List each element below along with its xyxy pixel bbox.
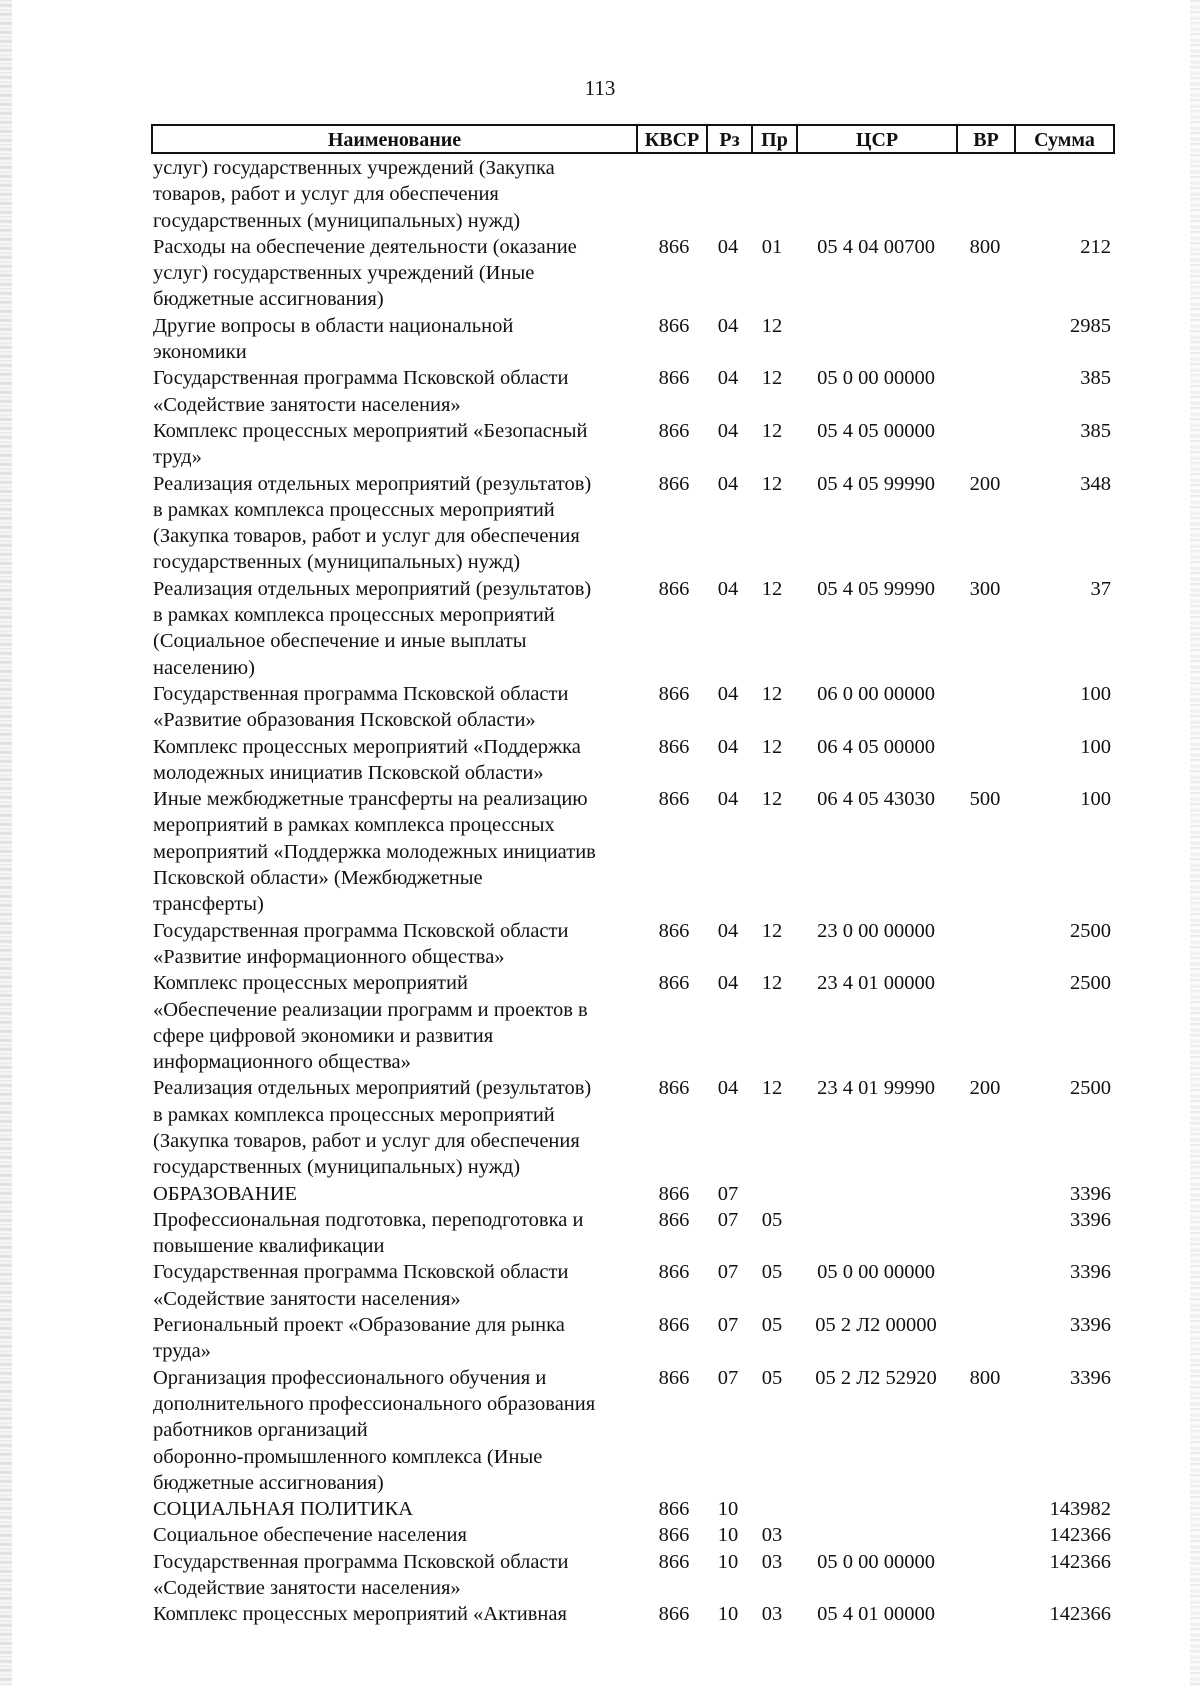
- cell-kvsr: 866: [658, 919, 690, 942]
- cell-name: услуг) государственных учреждений (Закупка товаров, работ и услуг для обеспечения государственных (муниципальных) нужд): [153, 157, 555, 232]
- cell-rz: 04: [717, 1077, 739, 1100]
- table-row: [151, 471, 1115, 576]
- cell-csr: 05 2 Л2 52920: [815, 1366, 937, 1389]
- table-row: [151, 313, 1115, 366]
- cell-pr: 12: [761, 367, 783, 390]
- cell-sum: 3396: [1070, 1261, 1111, 1284]
- cell-kvsr: 866: [658, 314, 690, 337]
- cell-sum: 2500: [1070, 1077, 1111, 1100]
- cell-name: Государственная программа Псковской области «Содействие занятости населения»: [153, 1261, 569, 1310]
- cell-rz: 04: [717, 472, 739, 495]
- table-row: [151, 1075, 1115, 1180]
- cell-name: ОБРАЗОВАНИЕ: [153, 1182, 298, 1205]
- cell-sum: 2500: [1070, 972, 1111, 995]
- cell-name: Реализация отдельных мероприятий (результатов) в рамках комплекса процессных мероприятий (Социальное обеспечение и иные выплаты населению): [153, 577, 592, 679]
- table-row: [151, 1496, 1115, 1522]
- table-body: [151, 155, 1115, 1628]
- cell-rz: 04: [717, 314, 739, 337]
- cell-name: Реализация отдельных мероприятий (результатов) в рамках комплекса процессных мероприятий (Закупка товаров, работ и услуг для обеспечения государственных (муниципальных) нужд): [153, 1077, 592, 1179]
- cell-sum: 100: [1080, 682, 1111, 705]
- table-row: [151, 234, 1115, 313]
- cell-pr: 05: [761, 1208, 783, 1231]
- header-csr: ЦСР: [796, 126, 956, 152]
- cell-sum: 100: [1080, 788, 1111, 811]
- table-row: [151, 1522, 1115, 1548]
- cell-name: Комплекс процессных мероприятий «Обеспечение реализации программ и проектов в сфере цифровой экономики и развития информационного общества»: [153, 972, 588, 1074]
- cell-csr: 06 4 05 00000: [817, 735, 935, 758]
- cell-rz: 04: [717, 367, 739, 390]
- cell-name: Иные межбюджетные трансферты на реализацию мероприятий в рамках комплекса процессных мероприятий «Поддержка молодежных инициатив Псковской области» (Межбюджетные трансферты): [153, 788, 596, 916]
- cell-name: Реализация отдельных мероприятий (результатов) в рамках комплекса процессных мероприятий (Закупка товаров, работ и услуг для обеспечения государственных (муниципальных) нужд): [153, 472, 592, 574]
- cell-csr: 06 0 00 00000: [817, 682, 935, 705]
- cell-csr: 05 4 05 00000: [817, 419, 935, 442]
- cell-vr: 200: [969, 1077, 1001, 1100]
- cell-kvsr: 866: [658, 1524, 690, 1547]
- cell-rz: 04: [717, 972, 739, 995]
- page-number: 113: [584, 76, 616, 100]
- cell-kvsr: 866: [658, 1498, 690, 1521]
- cell-rz: 07: [717, 1314, 739, 1337]
- cell-name: Государственная программа Псковской области «Содействие занятости населения»: [153, 367, 569, 416]
- cell-sum: 385: [1080, 419, 1111, 442]
- cell-kvsr: 866: [658, 367, 690, 390]
- cell-kvsr: 866: [658, 1261, 690, 1284]
- table-row: [151, 970, 1115, 1075]
- cell-csr: 05 0 00 00000: [817, 1261, 935, 1284]
- table-row: [151, 1207, 1115, 1260]
- scan-edge-right: [1190, 0, 1200, 1686]
- cell-rz: 10: [717, 1603, 739, 1626]
- cell-sum: 3396: [1070, 1314, 1111, 1337]
- cell-vr: 200: [969, 472, 1001, 495]
- cell-rz: 07: [717, 1208, 739, 1231]
- cell-name: Социальное обеспечение населения: [153, 1524, 467, 1547]
- cell-sum: 348: [1080, 472, 1111, 495]
- header-name: Наименование: [327, 129, 462, 151]
- cell-pr: 12: [761, 419, 783, 442]
- cell-kvsr: 866: [658, 419, 690, 442]
- cell-rz: 04: [717, 419, 739, 442]
- cell-pr: 03: [761, 1550, 783, 1573]
- table-row: [151, 1259, 1115, 1312]
- cell-rz: 10: [717, 1524, 739, 1547]
- cell-sum: 37: [1090, 577, 1111, 600]
- cell-kvsr: 866: [658, 1182, 690, 1205]
- table-row: [151, 1365, 1115, 1496]
- cell-kvsr: 866: [658, 577, 690, 600]
- cell-csr: 05 2 Л2 00000: [815, 1314, 937, 1337]
- header-rz: Рз: [706, 126, 751, 152]
- cell-name: Региональный проект «Образование для рынка труда»: [153, 1314, 565, 1363]
- cell-csr: 05 4 01 00000: [817, 1603, 935, 1626]
- header-pr: Пр: [751, 126, 796, 152]
- table-row: [151, 1181, 1115, 1207]
- cell-sum: 142366: [1049, 1603, 1111, 1626]
- cell-pr: 01: [761, 235, 783, 258]
- cell-vr: 500: [969, 788, 1001, 811]
- table-row: [151, 365, 1115, 418]
- cell-kvsr: 866: [658, 682, 690, 705]
- cell-name: Государственная программа Псковской области «Содействие занятости населения»: [153, 1550, 569, 1600]
- cell-kvsr: 866: [658, 1550, 690, 1573]
- cell-rz: 04: [717, 682, 739, 705]
- table-row: [151, 918, 1115, 971]
- cell-csr: 23 4 01 99990: [817, 1077, 935, 1100]
- cell-name: Государственная программа Псковской области «Развитие информационного общества»: [153, 919, 569, 968]
- cell-name: Комплекс процессных мероприятий «Безопасный труд»: [153, 419, 588, 469]
- cell-name: СОЦИАЛЬНАЯ ПОЛИТИКА: [153, 1498, 414, 1521]
- cell-name: Другие вопросы в области национальной экономики: [153, 314, 514, 364]
- table-row: [151, 1549, 1115, 1602]
- cell-pr: 05: [761, 1314, 783, 1337]
- cell-pr: 03: [761, 1603, 783, 1626]
- header-kvsr: КВСР: [636, 126, 706, 152]
- cell-name: Организация профессионального обучения и дополнительного профессионального образования работников организаций оборонно-промышленного комплекса (Иные бюджетные ассигнования): [153, 1366, 596, 1494]
- cell-rz: 07: [717, 1366, 739, 1389]
- cell-kvsr: 866: [658, 235, 690, 258]
- cell-csr: 05 4 04 00700: [817, 235, 935, 258]
- cell-sum: 142366: [1049, 1550, 1111, 1573]
- header-sum: Сумма: [1014, 126, 1113, 152]
- cell-sum: 212: [1080, 235, 1111, 258]
- cell-pr: 12: [761, 788, 783, 811]
- cell-rz: 07: [717, 1261, 739, 1284]
- cell-kvsr: 866: [658, 1603, 690, 1626]
- table-row: [151, 1601, 1115, 1627]
- cell-pr: 05: [761, 1366, 783, 1389]
- cell-vr: 300: [969, 577, 1001, 600]
- table-row: [151, 681, 1115, 734]
- cell-rz: 07: [717, 1182, 739, 1205]
- cell-name: Государственная программа Псковской области «Развитие образования Псковской области»: [153, 682, 569, 732]
- cell-sum: 3396: [1070, 1208, 1111, 1231]
- cell-csr: 05 4 05 99990: [817, 472, 935, 495]
- cell-csr: 05 0 00 00000: [817, 1550, 935, 1573]
- cell-csr: 23 4 01 00000: [817, 972, 935, 995]
- cell-kvsr: 866: [658, 972, 690, 995]
- header-vr: ВР: [956, 126, 1014, 152]
- cell-pr: 03: [761, 1524, 783, 1547]
- cell-name: Комплекс процессных мероприятий «Поддержка молодежных инициатив Псковской области»: [153, 735, 581, 784]
- cell-name: Профессиональная подготовка, переподготовка и повышение квалификации: [153, 1208, 584, 1258]
- table-row: [151, 734, 1115, 787]
- cell-sum: 2985: [1070, 314, 1111, 337]
- cell-rz: 10: [717, 1498, 739, 1521]
- table-row: [151, 155, 1115, 234]
- table-row: [151, 1312, 1115, 1365]
- cell-sum: 143982: [1049, 1498, 1111, 1521]
- table-header: [151, 124, 1115, 154]
- cell-kvsr: 866: [658, 788, 690, 811]
- cell-pr: 05: [761, 1261, 783, 1284]
- cell-sum: 385: [1080, 367, 1111, 390]
- cell-sum: 2500: [1070, 919, 1111, 942]
- cell-sum: 3396: [1070, 1182, 1111, 1205]
- cell-kvsr: 866: [658, 1314, 690, 1337]
- cell-sum: 100: [1080, 735, 1111, 758]
- cell-rz: 04: [717, 735, 739, 758]
- cell-name: Расходы на обеспечение деятельности (оказание услуг) государственных учреждений (Иные бюджетные ассигнования): [153, 235, 577, 311]
- cell-kvsr: 866: [658, 1366, 690, 1389]
- cell-rz: 04: [717, 919, 739, 942]
- cell-rz: 04: [717, 788, 739, 811]
- cell-name: Комплекс процессных мероприятий «Активная: [153, 1603, 567, 1626]
- cell-pr: 12: [761, 919, 783, 942]
- table-row: [151, 786, 1115, 917]
- table-row: [151, 576, 1115, 681]
- cell-csr: 23 0 00 00000: [817, 919, 935, 942]
- cell-pr: 12: [761, 577, 783, 600]
- cell-vr: 800: [969, 1366, 1001, 1389]
- cell-sum: 3396: [1070, 1366, 1111, 1389]
- cell-csr: 06 4 05 43030: [817, 788, 935, 811]
- cell-csr: 05 4 05 99990: [817, 577, 935, 600]
- cell-pr: 12: [761, 972, 783, 995]
- cell-kvsr: 866: [658, 472, 690, 495]
- cell-pr: 12: [761, 735, 783, 758]
- cell-pr: 12: [761, 472, 783, 495]
- cell-sum: 142366: [1049, 1524, 1111, 1547]
- scan-edge-left: [0, 0, 12, 1686]
- cell-rz: 04: [717, 577, 739, 600]
- cell-csr: 05 0 00 00000: [817, 367, 935, 390]
- cell-kvsr: 866: [658, 1077, 690, 1100]
- cell-kvsr: 866: [658, 1208, 690, 1231]
- cell-pr: 12: [761, 1077, 783, 1100]
- table-row: [151, 418, 1115, 471]
- cell-rz: 04: [717, 235, 739, 258]
- cell-pr: 12: [761, 314, 783, 337]
- cell-pr: 12: [761, 682, 783, 705]
- cell-kvsr: 866: [658, 735, 690, 758]
- cell-rz: 10: [717, 1550, 739, 1573]
- cell-vr: 800: [969, 235, 1001, 258]
